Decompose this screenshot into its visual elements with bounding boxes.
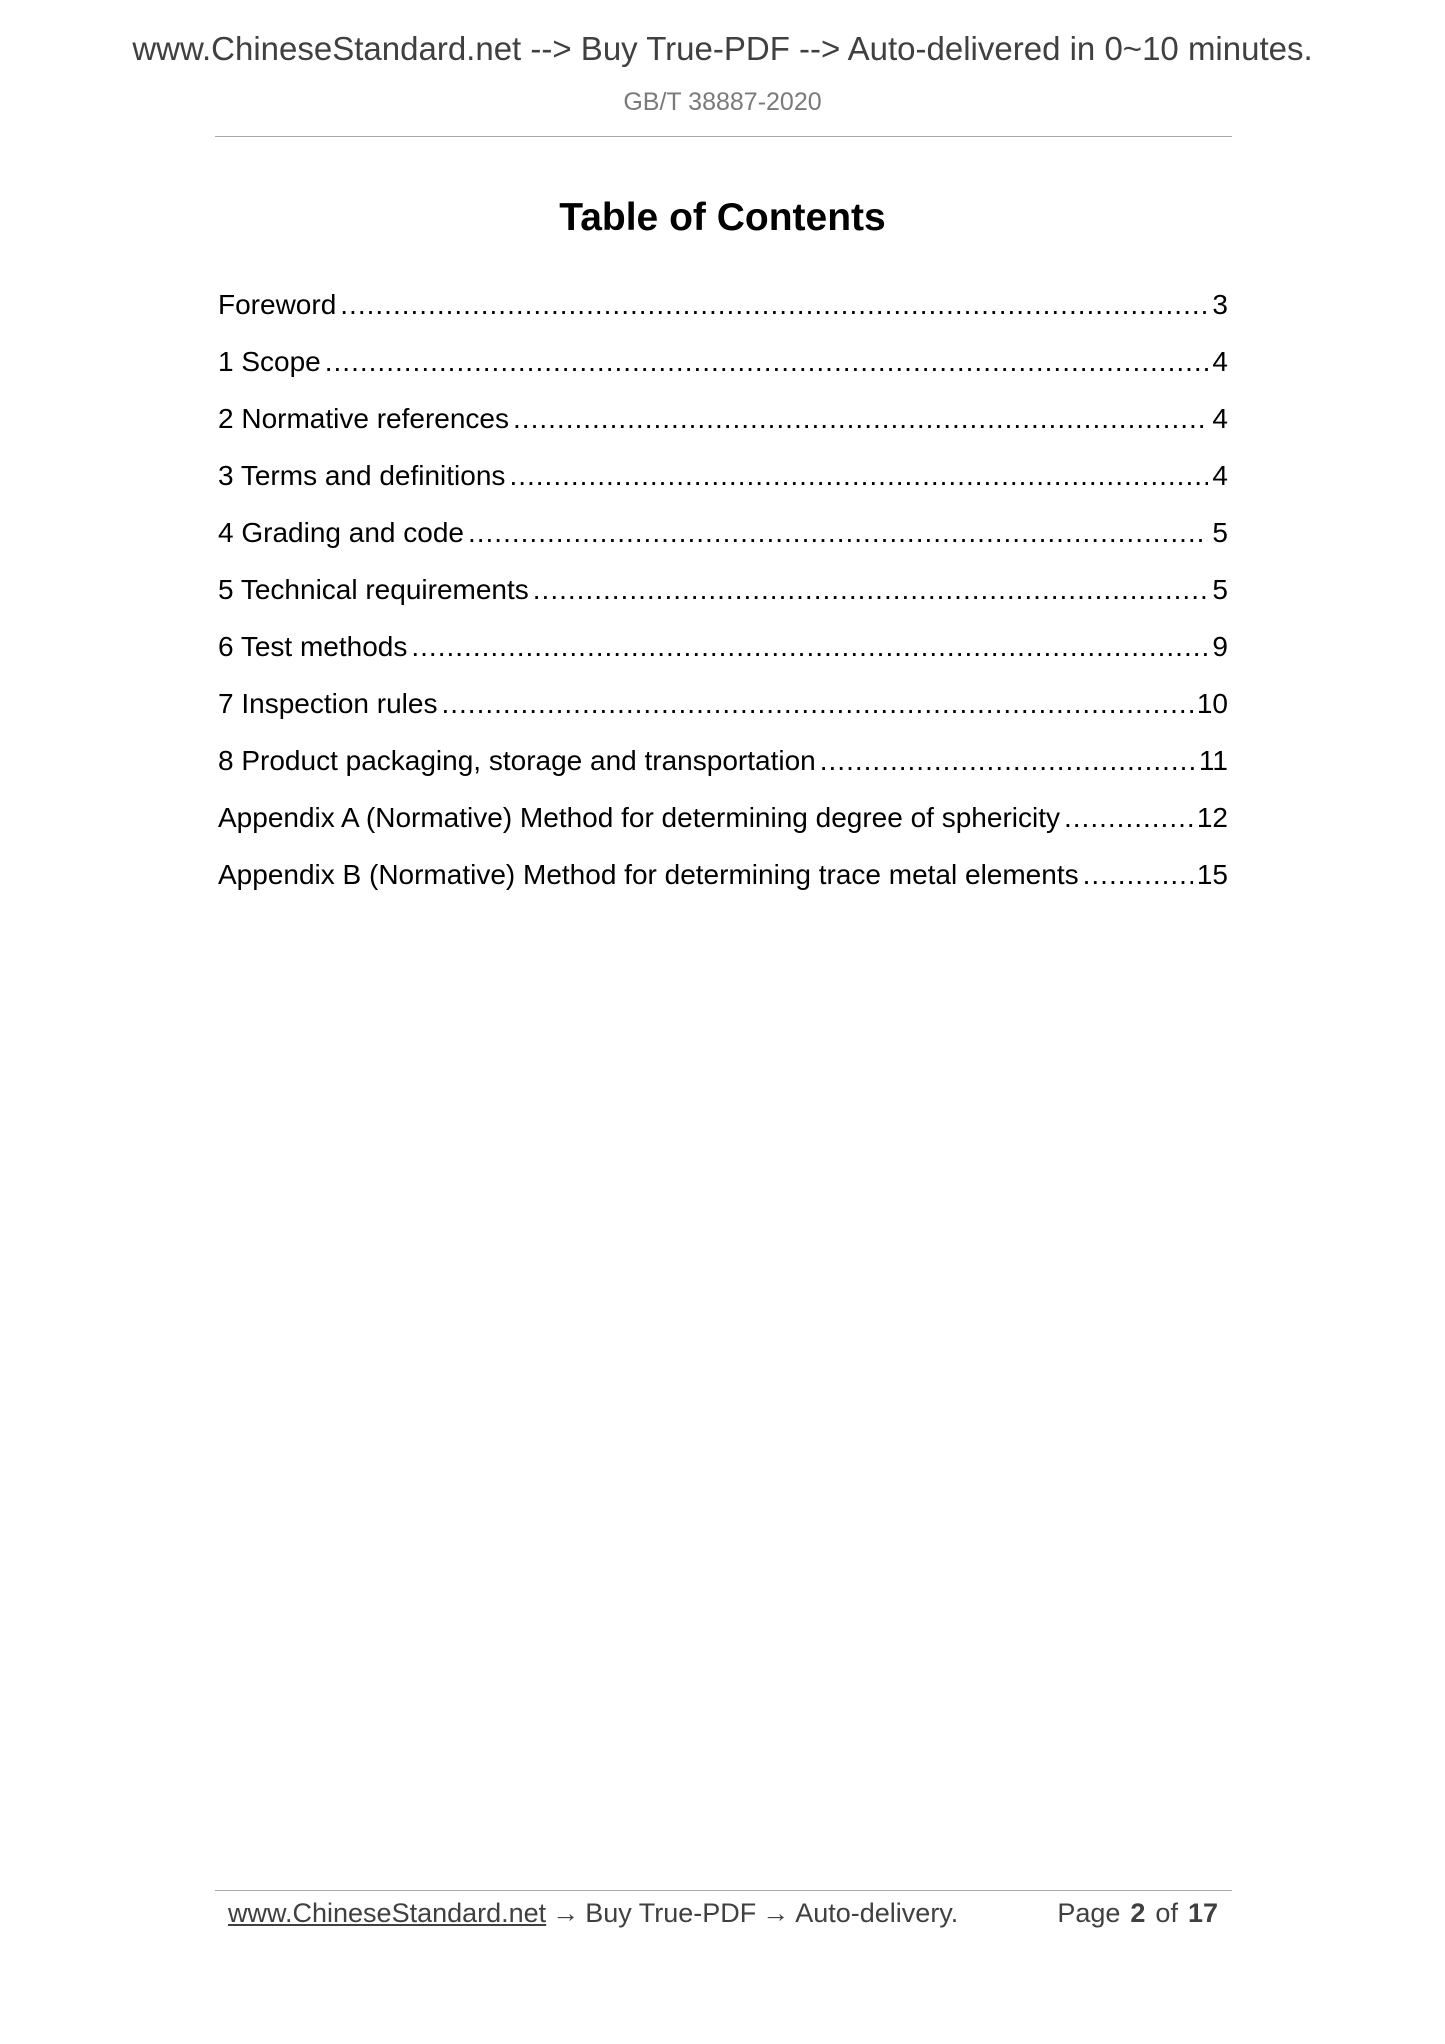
toc-entry-page: 5 (1212, 517, 1228, 548)
toc-entry-page: 15 (1196, 859, 1228, 890)
page-word: Page (1057, 1898, 1121, 1928)
toc-dot-leader (513, 400, 1208, 438)
toc-dot-leader (1083, 856, 1193, 894)
footer-site-link[interactable]: www.ChineseStandard.net (228, 1898, 547, 1928)
of-word: of (1155, 1898, 1178, 1928)
toc-entry-terms-and-definitions[interactable] (218, 457, 1228, 514)
toc-entry-scope[interactable] (218, 343, 1228, 400)
toc-entry-label: 7 Inspection rules (218, 688, 438, 719)
footer-delivery-text: Auto-delivery. (795, 1898, 959, 1928)
toc-entry-appendix-b[interactable] (218, 856, 1228, 913)
toc-dot-leader (411, 628, 1208, 666)
toc-entry-appendix-a[interactable] (218, 799, 1228, 856)
toc-entry-normative-references[interactable] (218, 400, 1228, 457)
toc-entry-label: 3 Terms and definitions (218, 460, 506, 491)
toc-dot-leader (468, 514, 1208, 552)
toc-entry-foreword[interactable] (218, 286, 1228, 343)
toc-entry-label: Appendix B (Normative) Method for determining trace metal elements (218, 859, 1079, 890)
arrow-right-icon: → (552, 1898, 580, 1928)
toc-entry-label: 2 Normative references (218, 403, 510, 434)
current-page-number: 2 (1130, 1898, 1146, 1928)
toc-dot-leader (325, 343, 1209, 381)
toc-dot-leader (509, 457, 1208, 495)
toc-dot-leader (441, 685, 1192, 723)
toc-entry-page: 3 (1212, 289, 1228, 320)
toc-entry-label: Appendix A (Normative) Method for determining degree of sphericity (218, 802, 1060, 833)
toc-entry-page: 4 (1212, 403, 1228, 434)
toc-entry-label: 6 Test methods (218, 631, 408, 662)
page-footer (228, 1893, 1218, 1933)
toc-dot-leader (533, 571, 1209, 609)
footer-promo (228, 1893, 958, 1933)
toc-dot-leader (820, 742, 1195, 780)
document-code: GB/T 38887-2020 (623, 88, 822, 116)
toc-entry-label: 8 Product packaging, storage and transportation (218, 745, 816, 776)
toc-list (218, 286, 1228, 913)
toc-entry-page: 5 (1212, 574, 1228, 605)
footer-divider (215, 1890, 1232, 1891)
toc-entry-packaging-storage-transportation[interactable] (218, 742, 1228, 799)
toc-entry-page: 4 (1212, 346, 1228, 377)
arrow-right-icon: → (762, 1898, 790, 1928)
footer-buy-text: Buy True-PDF (585, 1898, 757, 1928)
toc-entry-grading-and-code[interactable] (218, 514, 1228, 571)
toc-entry-technical-requirements[interactable] (218, 571, 1228, 628)
header-divider (215, 136, 1232, 137)
total-pages-number: 17 (1187, 1898, 1218, 1928)
toc-entry-label: 5 Technical requirements (218, 574, 529, 605)
toc-dot-leader (1064, 799, 1193, 837)
toc-entry-label: Foreword (218, 289, 337, 320)
toc-entry-label: 4 Grading and code (218, 517, 464, 548)
toc-entry-page: 10 (1196, 688, 1228, 719)
toc-entry-page: 11 (1198, 745, 1228, 776)
toc-entry-page: 12 (1196, 802, 1228, 833)
site-banner: www.ChineseStandard.net --> Buy True-PDF --> Auto-delivered in 0~10 minutes. (132, 30, 1313, 67)
toc-entry-inspection-rules[interactable] (218, 685, 1228, 742)
toc-entry-page: 4 (1212, 460, 1228, 491)
toc-entry-page: 9 (1212, 631, 1228, 662)
toc-dot-leader (340, 286, 1208, 324)
page-title: Table of Contents (559, 196, 886, 239)
toc-entry-test-methods[interactable] (218, 628, 1228, 685)
page-indicator (1057, 1893, 1218, 1933)
toc-entry-label: 1 Scope (218, 346, 321, 377)
